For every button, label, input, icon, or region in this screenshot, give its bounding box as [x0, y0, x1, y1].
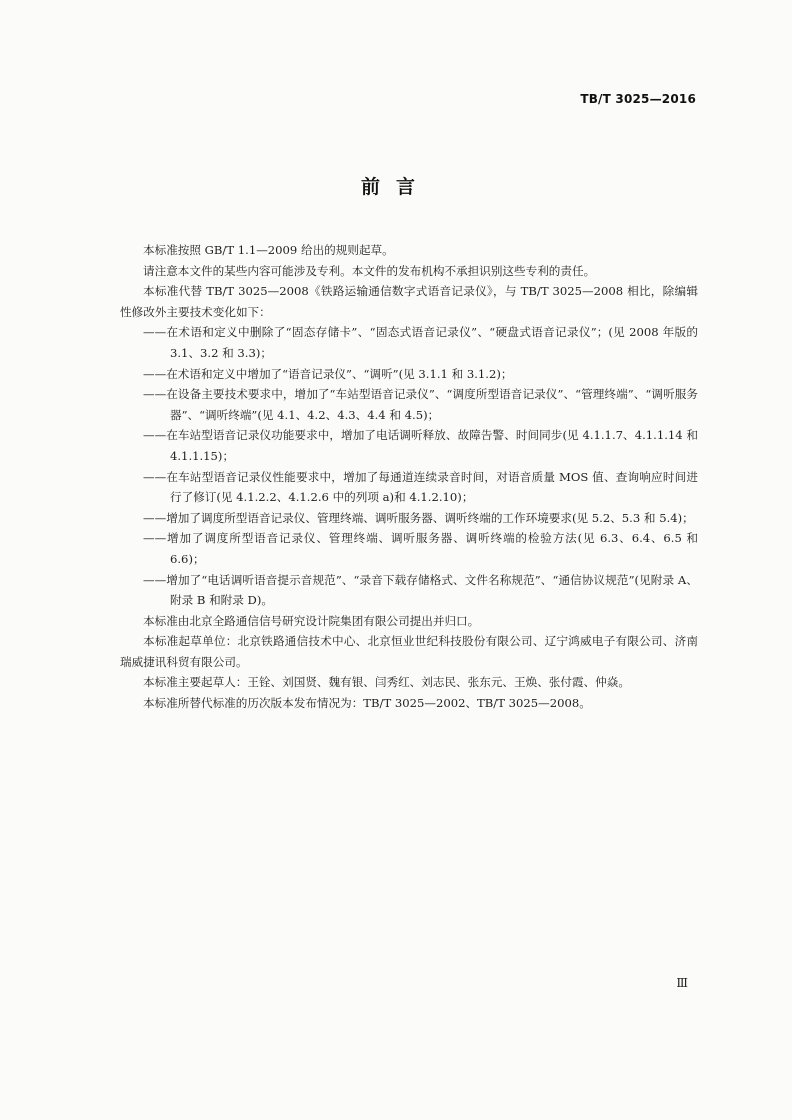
- paragraph-version-history: 本标准所替代标准的历次版本发布情况为：TB/T 3025—2002、TB/T 3025—2008。: [143, 696, 591, 711]
- list-item: ——在设备主要技术要求中，增加了“车站型语音记录仪”、“调度所型语音记录仪”、“管理终端”、“调听服务器”、“调听终端”(见 4.1、4.2、4.3、4.4 和 4.5)；: [143, 387, 698, 422]
- list-item: ——在车站型语音记录仪性能要求中，增加了每通道连续录音时间，对语音质量 MOS 值、查询响应时间进行了修订(见 4.1.2.2、4.1.2.6 中的列项 a)和 4.1.2.10)；: [143, 469, 698, 505]
- paragraph-drafting-rules: 本标准按照 GB/T 1.1—2009 给出的规则起草。: [143, 243, 394, 257]
- list-item: ——增加了调度所型语音记录仪、管理终端、调听服务器、调听终端的检验方法(见 6.3、6.4、6.5 和 6.6)；: [143, 531, 698, 566]
- paragraph-replacement: 本标准代替 TB/T 3025—2008《铁路运输通信数字式语音记录仪》，与 TB/T 3025—2008 相比，除编辑性修改外主要技术变化如下：: [120, 284, 698, 319]
- page-title: 前言: [360, 176, 431, 198]
- list-item: ——在术语和定义中删除了“固态存储卡”、“固态式语音记录仪”、“硬盘式语音记录仪”；(见 2008 年版的 3.1、3.2 和 3.3)；: [143, 325, 698, 360]
- list-item: ——在术语和定义中增加了“语音记录仪”、“调听”(见 3.1.1 和 3.1.2)；: [143, 366, 513, 381]
- page-number: Ⅲ: [676, 976, 688, 990]
- list-item: ——增加了调度所型语音记录仪、管理终端、调听服务器、调听终端的工作环境要求(见 5.2、5.3 和 5.4)；: [143, 510, 694, 525]
- list-item: ——增加了“电话调听语音提示音规范”、“录音下载存储格式、文件名称规范”、“通信协议规范”(见附录 A、附录 B 和附录 D)。: [143, 572, 698, 608]
- paragraph-drafting-units: 本标准起草单位：北京铁路通信技术中心、北京恒业世纪科技股份有限公司、辽宁鸿威电子有限公司、济南瑞威捷讯科贸有限公司。: [120, 634, 698, 669]
- paragraph-drafters: 本标准主要起草人：王铨、刘国贤、魏有银、闫秀红、刘志民、张东元、王焕、张付霞、仲焱。: [143, 675, 630, 690]
- list-item: ——在车站型语音记录仪功能要求中，增加了电话调听释放、故障告警、时间同步(见 4.1.1.7、4.1.1.14 和 4.1.1.15)；: [143, 428, 698, 463]
- body-text: [120, 240, 698, 714]
- paragraph-proposer: 本标准由北京全路通信信号研究设计院集团有限公司提出并归口。: [143, 613, 480, 628]
- paragraph-patent-notice: 请注意本文件的某些内容可能涉及专利。本文件的发布机构不承担识别这些专利的责任。: [143, 263, 596, 278]
- standard-code: TB/T 3025—2016: [580, 92, 696, 106]
